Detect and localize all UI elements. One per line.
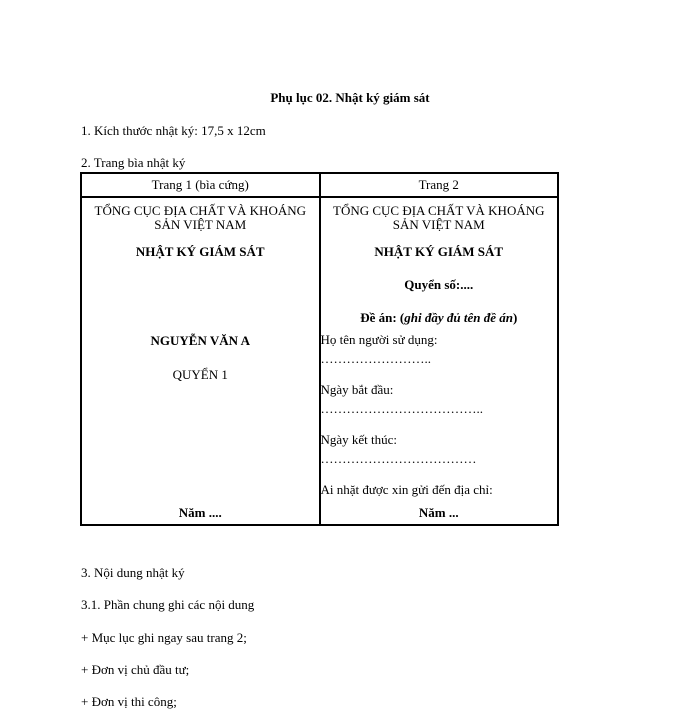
page2-user-dots: …………………….. xyxy=(320,351,431,366)
page2-volume-no: Quyển số:.... xyxy=(404,277,474,292)
col1-header: Trang 1 (bìa cứng) xyxy=(151,177,249,192)
page1-owner-name: NGUYỄN VĂN A xyxy=(150,333,250,348)
section-3-content: 3. Nội dung nhật ký xyxy=(81,565,185,580)
cover-page2-cell xyxy=(320,197,559,525)
page1-org-line1: TỔNG CỤC ĐỊA CHẤT VÀ KHOÁNG xyxy=(94,203,306,218)
cover-table xyxy=(80,172,559,526)
page2-end-label: Ngày kết thúc: xyxy=(320,432,398,447)
page2-project-hint: ghi đầy đủ tên đề án xyxy=(404,310,513,325)
page2-org-line1: TỔNG CỤC ĐỊA CHẤT VÀ KHOÁNG xyxy=(333,203,545,218)
section-1-size: 1. Kích thước nhật ký: 17,5 x 12cm xyxy=(81,123,266,138)
cover-page1-cell xyxy=(81,197,320,525)
page2-user-label: Họ tên người sử dụng: xyxy=(320,332,438,347)
page2-start-dots: ……………………………….. xyxy=(320,401,483,416)
page1-year: Năm .... xyxy=(178,505,222,520)
col2-header: Trang 2 xyxy=(418,177,459,192)
page2-project-line xyxy=(321,310,558,326)
page-title: Phụ lục 02. Nhật ký giám sát xyxy=(270,90,430,105)
page1-org-line2: SẢN VIỆT NAM xyxy=(154,217,247,232)
bullet-table-of-contents: + Mục lục ghi ngay sau trang 2; xyxy=(81,630,247,645)
header-cell-page2 xyxy=(320,173,559,197)
bullet-contractor: + Đơn vị thi công; xyxy=(81,694,177,709)
page2-lost-label: Ai nhặt được xin gửi đến địa chỉ: xyxy=(320,482,493,497)
page1-volume: QUYỂN 1 xyxy=(172,367,228,382)
page2-start-label: Ngày bắt đầu: xyxy=(320,382,394,397)
page2-diary-title: NHẬT KÝ GIÁM SÁT xyxy=(374,244,504,259)
bullet-investor: + Đơn vị chủ đầu tư; xyxy=(81,662,190,677)
page2-org-line2: SẢN VIỆT NAM xyxy=(392,217,485,232)
header-cell-page1 xyxy=(81,173,320,197)
section-2-cover: 2. Trang bìa nhật ký xyxy=(81,155,186,170)
page2-project-label: Đề án: ( xyxy=(360,310,405,325)
section-3-1-general: 3.1. Phần chung ghi các nội dung xyxy=(81,597,255,612)
page2-project-close: ) xyxy=(512,310,518,325)
page1-diary-title: NHẬT KÝ GIÁM SÁT xyxy=(135,244,265,259)
page2-year: Năm ... xyxy=(418,505,459,520)
page2-end-dots: ……………………………… xyxy=(320,451,477,466)
